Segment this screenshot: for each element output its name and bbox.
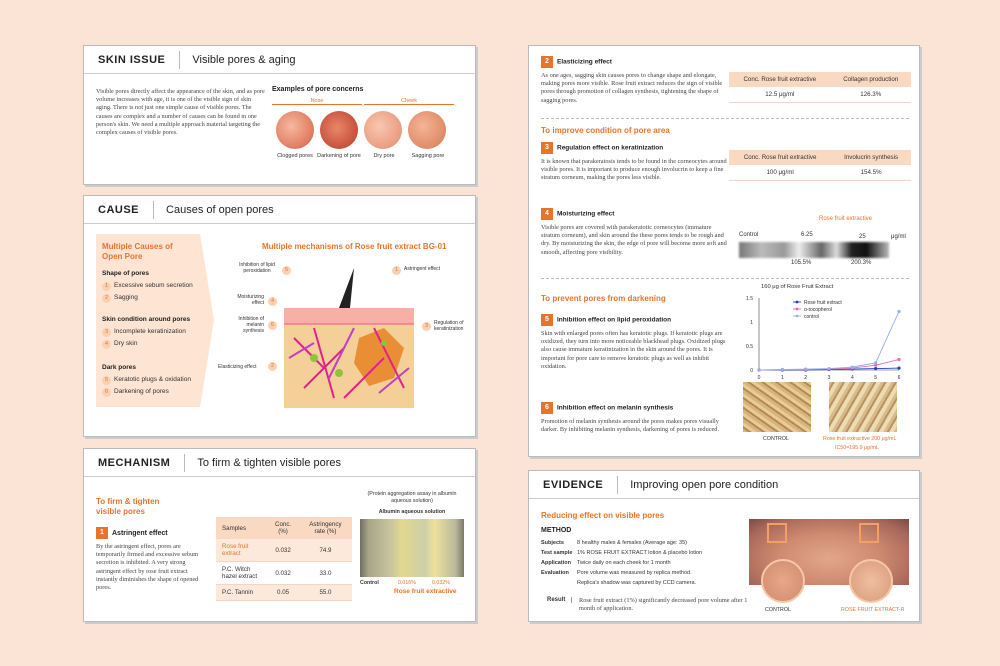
legend-label: control bbox=[804, 313, 820, 320]
assay-subtitle: Albumin aqueous solution bbox=[378, 509, 446, 515]
cause-item: 5 Keratotic plugs & oxidation bbox=[102, 376, 191, 385]
mechanism-num: 3 bbox=[422, 322, 431, 331]
method-list bbox=[541, 539, 751, 589]
causes-box-title: Multiple Causes of Open Pore bbox=[102, 242, 173, 261]
x-tick-label: 4 bbox=[850, 375, 854, 381]
section-title: Improving open pore condition bbox=[630, 478, 779, 491]
dry-pore-image bbox=[364, 111, 402, 149]
tube-label: 0.032% bbox=[432, 580, 450, 586]
mechanism-label-astringent: Astringent effect bbox=[404, 266, 441, 272]
pore-caption: Sagging pore bbox=[411, 153, 445, 159]
mechanism-subtitle: To firm & tighten visible pores bbox=[96, 497, 160, 516]
legend-label: α-tocopherol bbox=[804, 306, 832, 313]
method-row: Application Twice daily on each cheek for 1 month bbox=[541, 560, 671, 566]
section-title: Visible pores & aging bbox=[192, 53, 296, 66]
cause-item: 1 Excessive sebum secretion bbox=[102, 282, 193, 291]
improve-heading: To improve condition of pore area bbox=[541, 126, 670, 135]
data-point bbox=[781, 368, 784, 371]
section-tag: CAUSE bbox=[84, 201, 154, 219]
micro-control-image bbox=[743, 382, 811, 432]
series-line bbox=[759, 311, 899, 370]
mechanism-num: 6 bbox=[268, 321, 277, 330]
moist-text: Visible pores are covered with parakeratotic corneocytes (immature stratum corneum), and skin around the these pores tends to be rough and dry. By moisturizing the skin, the edge of pore will become more soft and smooth, affecting pore visibility. bbox=[541, 224, 727, 256]
mechanism-label-melanin: Inhibition of melanin synthesis bbox=[238, 316, 264, 334]
section-tag: SKIN ISSUE bbox=[84, 51, 180, 69]
evidence-header bbox=[529, 471, 919, 499]
mechanism-num: 2 bbox=[268, 362, 277, 371]
data-point bbox=[897, 310, 900, 313]
x-tick-label: 6 bbox=[897, 375, 901, 381]
data-point bbox=[874, 367, 877, 370]
moist-heading: 4 Moisturizing effect bbox=[541, 208, 614, 220]
blot-label: Control bbox=[739, 232, 759, 238]
diagram-title: Multiple mechanisms of Rose fruit extract BG-01 bbox=[262, 242, 447, 251]
section-title: Causes of open pores bbox=[166, 203, 274, 216]
x-tick-label: 1 bbox=[780, 375, 784, 381]
blot-pct: 200.3% bbox=[851, 260, 872, 266]
divider bbox=[541, 278, 909, 279]
assay-title: (Protein aggregation assay in albumin aqueous solution) bbox=[367, 491, 457, 504]
test-tubes-image bbox=[360, 519, 464, 577]
result-text: Rose fruit extract (1%) significantly decreased pore volume after 1 month of application. bbox=[579, 597, 748, 613]
data-point bbox=[897, 366, 900, 369]
mechanism-header bbox=[84, 449, 475, 477]
skin-issue-header bbox=[84, 46, 475, 74]
treated-skin-zoom bbox=[849, 559, 893, 603]
melanin-text: Promotion of melanin synthesis around the pores makes pores visually darker. By inhibiting melanin synthesis, darkening of pores is reduced. bbox=[541, 418, 720, 434]
mechanism-num: 5 bbox=[282, 266, 291, 275]
causes-box-arrow bbox=[200, 234, 214, 407]
tube-caption: Rose fruit extractive bbox=[394, 588, 457, 595]
cause-header bbox=[84, 196, 475, 224]
mechanism-num: 4 bbox=[268, 297, 277, 306]
mechanism-label-elastic: Elasticizing effect bbox=[218, 364, 257, 370]
evidence-card bbox=[528, 470, 920, 622]
mechanism-label-lipid: Inhibition of lipid peroxidation bbox=[239, 262, 275, 274]
method-row: Evaluation Pore volume was measured by replica method. bbox=[541, 570, 692, 576]
evidence-label: CONTROL bbox=[765, 607, 791, 613]
tube-label: 0.016% bbox=[398, 580, 416, 586]
involucrin-table: Conc. Rose fruit extractive Involucrin synthesis 100 μg/ml 154.5% bbox=[729, 150, 911, 181]
pore-caption: Clogged pores bbox=[277, 153, 313, 159]
y-tick-label: 0.5 bbox=[746, 344, 753, 350]
legend-marker bbox=[796, 301, 799, 304]
pore-caption: Dry pore bbox=[373, 153, 395, 159]
astringency-table: Samples Conc.(%) Astringency rate (%) Rose fruit extract 0.032 74.9 P.C. Witch hazel extract 0.032 33.0 P.C. Tannin 0.05 55.0 bbox=[216, 517, 352, 601]
sagging-pore-image bbox=[408, 111, 446, 149]
dark-heading: Dark pores bbox=[102, 364, 136, 371]
section-title: To firm & tighten visible pores bbox=[197, 456, 342, 469]
examples-title: Examples of pore concerns bbox=[272, 86, 364, 93]
lipid-chart bbox=[729, 290, 905, 388]
method-row: Subjects 8 healthy males & females (Average age: 35) bbox=[541, 540, 687, 546]
clogged-pore-image bbox=[276, 111, 314, 149]
elastic-text: As one ages, sagging skin causes pores to change shape and elongate, making pores more visible. Rose fruit extract reduces the sign of visible pores through promotion of collagen synthesis, tightening the shape of sagging pores. bbox=[541, 72, 723, 104]
prevent-heading: To prevent pores from darkening bbox=[541, 294, 666, 303]
condition-heading: Skin condition around pores bbox=[102, 316, 191, 323]
skin-diagram bbox=[284, 268, 414, 408]
y-tick-label: 0 bbox=[750, 368, 753, 374]
zoom-box-left bbox=[767, 523, 787, 543]
mechanism-label-moist: Moisturizing effect bbox=[237, 294, 264, 306]
micro-label: IC50=195.9 μg/mL bbox=[835, 445, 879, 451]
cause-item: 4 Dry skin bbox=[102, 340, 137, 349]
y-tick-label: 1 bbox=[750, 320, 753, 326]
chart-title: 160 μg of Rose Fruit Extract bbox=[761, 284, 834, 290]
collagen-table: Conc. Rose fruit extractive Collagen production 12.5 μg/ml 126.3% bbox=[729, 72, 911, 103]
astringent-text: By the astringent effect, pores are temporarily firmed and excessive sebum secretion is inhibited. A very strong astringent effect by rose fruit extract instantly diminishes the shape of opened pores. bbox=[96, 543, 199, 592]
western-blot-image bbox=[739, 242, 889, 258]
result-heading: Result bbox=[547, 597, 572, 603]
divider bbox=[541, 118, 909, 119]
tube-label: Control bbox=[360, 580, 379, 586]
micro-label: CONTROL bbox=[763, 436, 789, 442]
y-tick-label: 1.5 bbox=[746, 296, 753, 302]
nose-label: Nose bbox=[272, 98, 362, 105]
control-skin-zoom bbox=[761, 559, 805, 603]
cause-item: 3 Incomplete keratinization bbox=[102, 328, 186, 337]
blot-title: Rose fruit extractive bbox=[819, 216, 873, 222]
cause-card bbox=[83, 195, 476, 437]
kerat-text: It is known that parakeratosis tends to be found in the corneocytes around visible pores. It is important to produce enough involucrin to keep a fine stratum corneum, making the pores less visible. bbox=[541, 158, 727, 182]
x-tick-label: 3 bbox=[827, 375, 831, 381]
x-tick-label: 5 bbox=[874, 375, 878, 381]
cheek-label: Cheek bbox=[364, 98, 454, 105]
shape-heading: Shape of pores bbox=[102, 270, 149, 277]
data-point bbox=[874, 361, 877, 364]
data-point bbox=[804, 367, 807, 370]
blot-label: 25 bbox=[859, 234, 866, 240]
legend-marker bbox=[796, 315, 799, 318]
evidence-subtitle: Reducing effect on visible pores bbox=[541, 511, 665, 520]
blot-pct: 105.5% bbox=[791, 260, 812, 266]
x-tick-label: 0 bbox=[757, 375, 761, 381]
elastic-heading: 2 Elasticizing effect bbox=[541, 56, 612, 68]
cause-item: 6 Darkening of pores bbox=[102, 388, 169, 397]
data-point bbox=[827, 367, 830, 370]
mechanism-label-kerat: Regulation of keratinization bbox=[434, 320, 464, 332]
blot-label: μg/ml bbox=[891, 234, 906, 240]
pore-caption: Darkening of pore bbox=[317, 153, 361, 159]
astringent-heading: 1 Astringent effect bbox=[96, 527, 168, 539]
blot-label: 6.25 bbox=[801, 232, 813, 238]
zoom-box-right bbox=[859, 523, 879, 543]
darkening-pore-image bbox=[320, 111, 358, 149]
skin-issue-card bbox=[83, 45, 476, 185]
section-tag: EVIDENCE bbox=[529, 476, 618, 494]
data-point bbox=[897, 358, 900, 361]
lipid-text: Skin with enlarged pores often has keratotic plugs. If keratotic plugs are oxidized, they turn into more noticeable blackhead plugs. Oxidized plugs also cause immature keratinization in the skin around the pores. It is important for pore care to remove keratotic plugs as well as inhibit oxidation. bbox=[541, 330, 726, 370]
evidence-label: ROSE FRUIT EXTRACT-R bbox=[841, 607, 905, 613]
skin-issue-text: Visible pores directly affect the appearance of the skin, and as pore volume increases with age, it is one of the visible sign of skin aging. There is not just one simple cause of visible pores. The causes are complex and a number of causes can be found in one person's skin. We need a multiple approach material targeting the complex causes of visible pores. bbox=[96, 88, 265, 137]
micro-rose-image bbox=[829, 382, 897, 432]
data-point bbox=[757, 368, 760, 371]
method-heading: METHOD bbox=[541, 527, 572, 534]
melanin-heading: 6 Inhibition effect on melanin synthesis bbox=[541, 402, 673, 414]
effects-card bbox=[528, 45, 920, 457]
method-row: Test sample 1% ROSE FRUIT EXTRACT lotion & placebo lotion bbox=[541, 550, 703, 556]
x-tick-label: 2 bbox=[804, 375, 808, 381]
legend-label: Rose fruit extract bbox=[804, 299, 842, 306]
lipid-heading: 5 Inhibition effect on lipid peroxidation bbox=[541, 314, 671, 326]
section-tag: MECHANISM bbox=[84, 454, 185, 472]
mechanism-num: 1 bbox=[392, 266, 401, 275]
kerat-heading: 3 Regulation effect on keratinization bbox=[541, 142, 663, 154]
micro-label: Rose fruit extractive 200 μg/mL bbox=[823, 436, 897, 442]
cause-item: 2 Sagging bbox=[102, 294, 138, 303]
legend-marker bbox=[796, 308, 799, 311]
method-row: Replica's shadow was captured by CCD camera. bbox=[577, 580, 697, 586]
mechanism-card bbox=[83, 448, 476, 622]
data-point bbox=[851, 366, 854, 369]
